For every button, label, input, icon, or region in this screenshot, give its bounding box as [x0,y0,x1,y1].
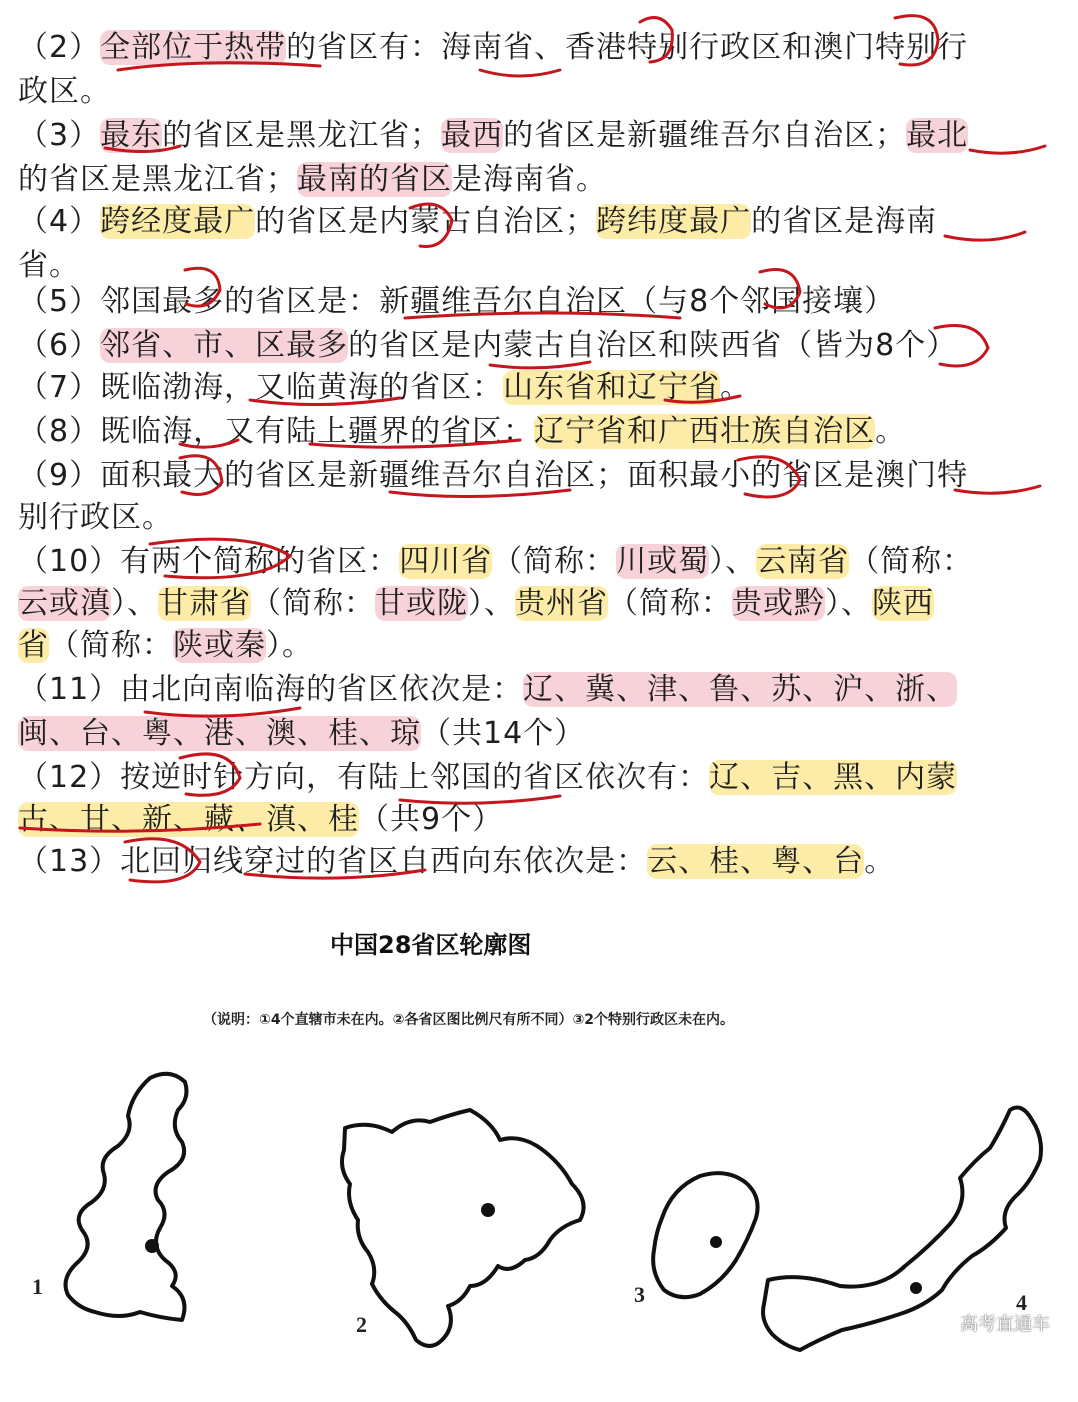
highlighted-text: 甘或陇 [375,586,468,621]
note-line [18,26,968,70]
note-text: （简称： [492,544,617,579]
highlighted-text: 闽、台、粤、港、澳、桂、琼 [18,716,421,751]
note-line [18,496,173,540]
note-text: ）、 [709,544,757,579]
note-text: 的省区是黑龙江省； [162,118,442,153]
highlighted-text: 跨纬度最广 [596,204,752,239]
figure-note: （说明：①4个直辖市未在内。②各省区图比例尺有所不同）③2个特别行政区未在内。 [203,1012,735,1028]
note-text: （10）有两个简称的省区： [18,544,400,579]
sichuan-outline [342,1110,584,1346]
watermark: 高考直通车 [960,1314,1050,1335]
highlighted-text: 川或蜀 [616,544,710,579]
note-text: （4） [18,204,101,239]
note-text: 的省区是内蒙古自治区； [255,204,597,239]
note-text: 省。 [18,248,80,283]
province-outline-maps [0,1050,1078,1402]
highlighted-text: 贵州省 [515,586,608,621]
capital-dot [145,1239,159,1253]
highlighted-text: 全部位于热带 [100,30,287,65]
note-text: 的省区是黑龙江省； [18,162,297,197]
note-text: ）、 [111,586,158,621]
note-text: 。 [875,414,907,449]
note-text: 政区。 [18,74,111,109]
note-text: ）。 [266,628,313,663]
highlighted-text: 辽、冀、津、鲁、苏、沪、浙、 [523,672,958,707]
highlighted-text: 最西 [441,118,504,153]
note-line [18,540,973,584]
capital-dot [710,1236,722,1248]
note-text: 的省区是内蒙古自治区和陕西省（皆为8个） [348,328,958,363]
note-line [18,668,957,712]
note-line [18,410,906,454]
highlighted-text: 省 [18,628,49,663]
note-text: （8）既临海，又有陆上疆界的省区： [18,414,535,449]
note-text: （简称： [49,628,173,663]
note-line [18,840,895,884]
note-line [18,114,968,158]
map-label: 3 [634,1282,645,1307]
note-line [18,158,607,202]
note-line [18,324,957,368]
note-text: （6） [18,328,101,363]
note-text: （9）面积最大的省区是新疆维吾尔自治区；面积最小的省区是澳门特 [18,458,969,493]
map-label: 4 [1016,1290,1027,1315]
shaanxi-outline [66,1074,187,1320]
map-label: 1 [32,1274,43,1299]
capital-dot [910,1282,922,1294]
note-text: （2） [18,30,101,65]
highlighted-text: 贵或黔 [732,586,825,621]
highlighted-text: 陕或秦 [173,628,266,663]
note-line [18,624,313,668]
note-text: （11）由北向南临海的省区依次是： [18,672,524,707]
highlighted-text: 山东省和辽宁省 [503,370,721,405]
note-line [18,756,957,800]
map-label: 2 [356,1312,367,1337]
note-text: （13）北回归线穿过的省区自西向东依次是： [18,844,648,879]
note-line [18,582,934,626]
highlighted-text: 云或滇 [18,586,111,621]
note-text: ）、 [825,586,872,621]
note-text: （共14个） [421,716,586,751]
note-text: （共9个） [359,802,504,837]
figure-title: 中国28省区轮廓图 [330,931,532,959]
highlighted-text: 古、甘、新、藏、滇、桂 [18,802,359,837]
note-line [18,366,751,410]
note-text: 是海南省。 [452,162,607,197]
note-line [18,200,937,244]
fujian-outline [653,1173,757,1297]
note-text: （3） [18,118,101,153]
highlighted-text: 最南的省区 [297,162,452,197]
highlighted-text: 最东 [100,118,163,153]
note-line [18,454,968,498]
note-text: 的省区是海南 [751,204,938,239]
highlighted-text: 最北 [906,118,969,153]
note-text: （简称： [251,586,375,621]
capital-dot [481,1203,495,1217]
note-text: （12）按逆时针方向，有陆上邻国的省区依次有： [18,760,710,795]
note-text: 的省区有：海南省、香港特别行政区和澳门特别行 [286,30,969,65]
highlighted-text: 辽宁省和广西壮族自治区 [534,414,876,449]
note-text: （简称： [608,586,732,621]
highlighted-text: 云、桂、粤、台 [647,844,865,879]
note-text: （5）邻国最多的省区是：新疆维吾尔自治区（与8个邻国接壤） [18,284,896,319]
note-text: （7）既临渤海，又临黄海的省区： [18,370,504,405]
note-text: （简称： [849,544,974,579]
highlighted-text: 辽、吉、黑、内蒙 [709,760,958,795]
note-text: 别行政区。 [18,500,173,535]
highlighted-text: 四川省 [399,544,493,579]
note-line [18,280,895,324]
note-text: 。 [864,844,896,879]
note-text: 的省区是新疆维吾尔自治区； [503,118,907,153]
highlighted-text: 跨经度最广 [100,204,256,239]
note-text: 。 [720,370,752,405]
highlighted-text: 邻省、市、区最多 [100,328,349,363]
note-line [18,70,111,114]
highlighted-text: 甘肃省 [158,586,251,621]
note-text: ）、 [468,586,515,621]
highlighted-text: 云南省 [756,544,850,579]
note-line [18,798,503,842]
highlighted-text: 陕西 [872,586,934,621]
note-line [18,712,585,756]
